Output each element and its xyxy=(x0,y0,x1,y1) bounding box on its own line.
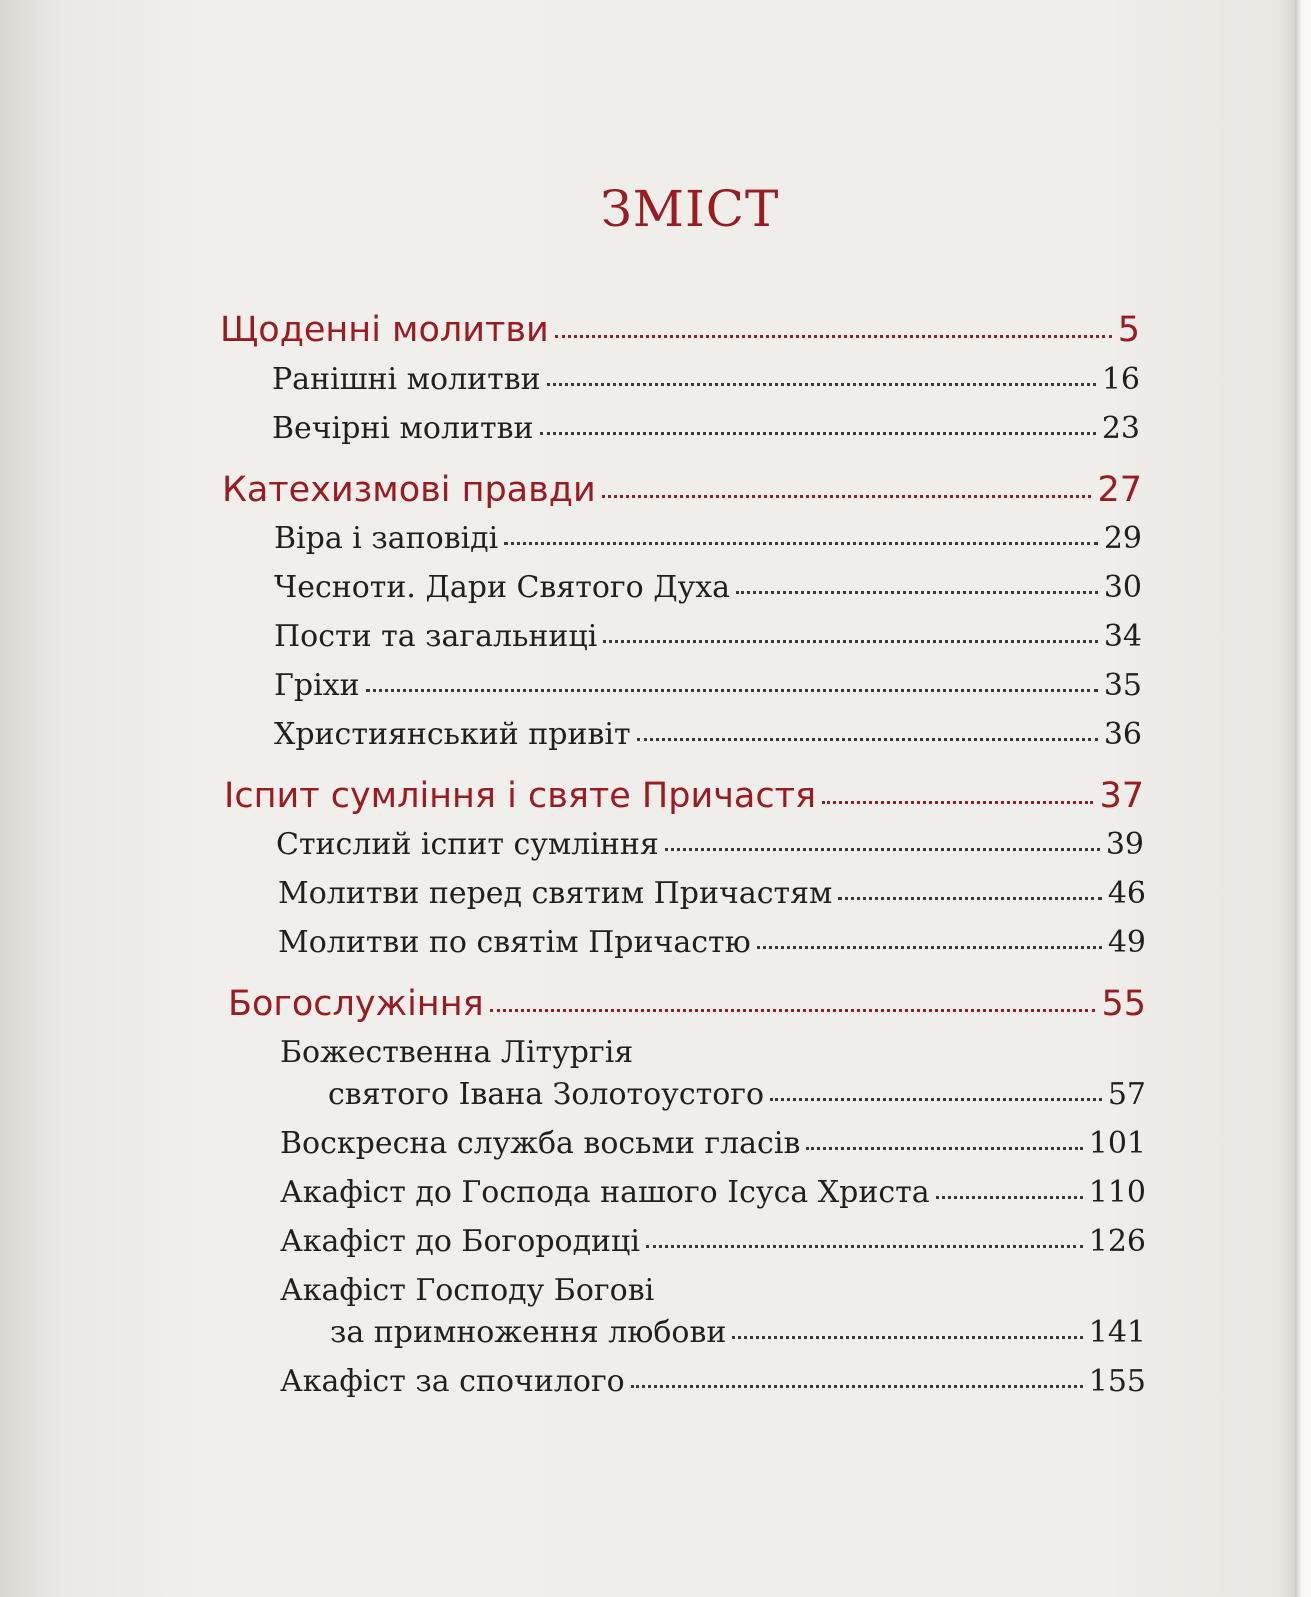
toc-entry xyxy=(280,1224,1146,1259)
dot-leader xyxy=(366,689,1098,692)
dot-leader xyxy=(540,432,1096,435)
toc-page-number: 36 xyxy=(1103,717,1142,752)
toc-entry xyxy=(272,362,1140,397)
toc-entry xyxy=(330,1315,1146,1350)
toc-section-entry xyxy=(220,310,1140,350)
toc-entry-label: Чесноти. Дари Святого Духа xyxy=(274,570,731,605)
toc-page-number: 5 xyxy=(1117,310,1140,350)
toc-entry xyxy=(274,668,1142,703)
toc-entry-label: Молитви перед святим Причастям xyxy=(278,876,833,911)
toc-entry xyxy=(280,1126,1146,1161)
dot-leader xyxy=(490,1009,1096,1012)
toc-entry-label: Акафіст за спочилого xyxy=(280,1364,625,1399)
dot-leader xyxy=(936,1196,1083,1199)
toc-section-entry xyxy=(228,984,1146,1024)
page-title: ЗМІСТ xyxy=(600,180,780,238)
toc-page-number: 101 xyxy=(1088,1126,1146,1161)
toc-entry xyxy=(278,925,1146,960)
toc-entry-label: Віра і заповіді xyxy=(274,521,499,556)
dot-leader xyxy=(631,1385,1083,1388)
toc-page-number: 110 xyxy=(1088,1175,1146,1210)
toc-section-label: Щоденні молитви xyxy=(220,310,549,350)
toc-page-number: 141 xyxy=(1088,1315,1146,1350)
toc-entry xyxy=(280,1364,1146,1399)
toc-page-number: 57 xyxy=(1107,1077,1146,1112)
toc-section-entry xyxy=(224,776,1144,816)
toc-entry-label-continued: святого Івана Золотоустого xyxy=(328,1077,765,1112)
toc-entry-label: Пости та загальниці xyxy=(274,619,598,654)
dot-leader xyxy=(838,897,1101,900)
toc-page-number: 46 xyxy=(1107,876,1146,911)
toc-page-number: 49 xyxy=(1107,925,1146,960)
toc-page-number: 35 xyxy=(1103,668,1142,703)
toc-entry-label: Божественна Літургія xyxy=(280,1035,634,1070)
dot-leader xyxy=(806,1147,1082,1150)
dot-leader xyxy=(602,495,1092,498)
toc-section-label: Катехизмові правди xyxy=(222,470,596,510)
toc-entry xyxy=(276,827,1144,862)
toc-entry-label: Християнський привіт xyxy=(274,717,631,752)
toc-section-label: Іспит сумління і святе Причастя xyxy=(224,776,817,816)
toc-page-number: 34 xyxy=(1103,619,1142,654)
toc-entry-label: Акафіст до Господа нашого Ісуса Христа xyxy=(280,1175,930,1210)
toc-page-number: 16 xyxy=(1101,362,1140,397)
toc-entry-label: Молитви по святім Причастю xyxy=(278,925,751,960)
dot-leader xyxy=(603,640,1098,643)
dot-leader xyxy=(757,946,1102,949)
toc-entry xyxy=(274,570,1142,605)
toc-page-number: 27 xyxy=(1097,470,1142,510)
next-page-edge xyxy=(1295,0,1311,1597)
toc-entry xyxy=(274,619,1142,654)
dot-leader xyxy=(732,1336,1082,1339)
dot-leader xyxy=(736,591,1098,594)
toc-page-number: 29 xyxy=(1103,521,1142,556)
toc-entry xyxy=(278,876,1146,911)
toc-page-number: 37 xyxy=(1099,776,1144,816)
dot-leader xyxy=(504,542,1098,545)
dot-leader xyxy=(555,335,1112,338)
toc-page-number: 30 xyxy=(1103,570,1142,605)
dot-leader xyxy=(637,738,1098,741)
dot-leader xyxy=(665,848,1100,851)
toc-page-number: 155 xyxy=(1088,1364,1146,1399)
toc-entry-label: Стислий іспит сумління xyxy=(276,827,659,862)
toc-entry-label-continued: за примноження любови xyxy=(330,1315,727,1350)
dot-leader xyxy=(547,383,1096,386)
toc-entry xyxy=(274,717,1142,752)
toc-entry xyxy=(328,1077,1146,1112)
toc-entry xyxy=(274,521,1142,556)
toc-entry-label: Гріхи xyxy=(274,668,360,703)
toc-page-number: 39 xyxy=(1105,827,1144,862)
toc-entry-label: Воскресна служба восьми гласів xyxy=(280,1126,801,1161)
toc-entry-label: Ранішні молитви xyxy=(272,362,541,397)
toc-section-label: Богослужіння xyxy=(228,984,484,1024)
toc-entry-label: Вечірні молитви xyxy=(272,411,534,446)
toc-entry xyxy=(272,411,1140,446)
toc-entry xyxy=(280,1175,1146,1210)
dot-leader xyxy=(770,1098,1102,1101)
toc-section-entry xyxy=(222,470,1142,510)
dot-leader xyxy=(822,801,1093,804)
toc-page-number: 126 xyxy=(1088,1224,1146,1259)
toc-entry-label: Акафіст Господу Богові xyxy=(280,1273,655,1308)
toc-page-number: 23 xyxy=(1101,411,1140,446)
toc-page-number: 55 xyxy=(1101,984,1146,1024)
toc-entry-label: Акафіст до Богородиці xyxy=(280,1224,640,1259)
dot-leader xyxy=(646,1245,1083,1248)
